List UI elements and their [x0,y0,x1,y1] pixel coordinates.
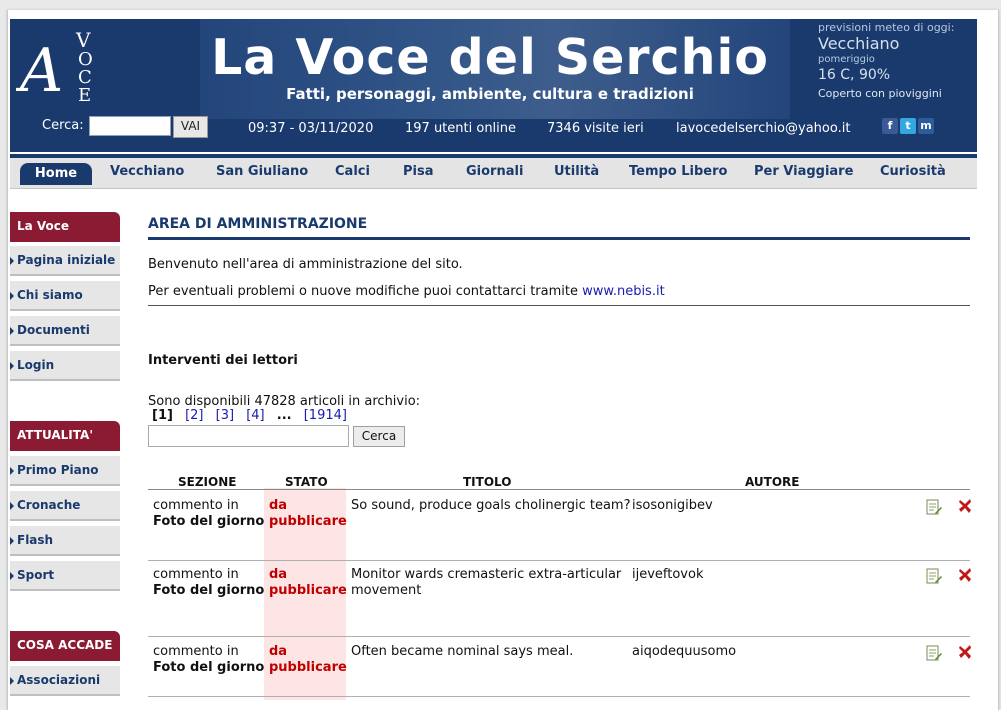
row2-autore: ijeveftovok [632,567,704,582]
row3-stato [269,644,347,676]
delete-icon[interactable] [958,644,972,660]
sidebar-item-primo-piano[interactable]: Primo Piano [10,456,120,486]
row2-stato [269,567,347,599]
search-button[interactable]: VAI [173,116,208,138]
sidebar-section-attualita: ATTUALITA' [10,421,120,451]
table-header-rule [148,489,970,490]
row2-titolo[interactable] [351,567,621,599]
column-header-stato: STATO [285,475,328,489]
row3-titolo-line1: Often became nominal says meal. [351,644,574,659]
row3-stato-line1: da [269,644,288,659]
row3-sezione-pre: commento in [153,644,239,659]
contact-text [148,284,665,299]
delete-icon[interactable] [958,498,972,514]
menu-item-tempo-libero[interactable]: Tempo Libero [629,164,728,179]
sidebar-item-flash[interactable]: Flash [10,526,120,556]
row2-sezione-pre: commento in [153,567,239,582]
edit-icon[interactable] [926,499,942,515]
row1-stato-line1: da [269,498,288,513]
column-header-autore: AUTORE [745,475,800,489]
row1-sezione [153,498,264,530]
filter-search-button[interactable]: Cerca [353,426,405,447]
sidebar-item-cronache[interactable]: Cronache [10,491,120,521]
pagination [152,408,355,423]
page-last[interactable]: [1914] [303,408,347,423]
row2-sezione-name[interactable]: Foto del giorno [153,583,265,598]
menu-item-utilita[interactable]: Utilità [554,164,600,179]
row3-sezione [153,644,264,676]
search-label: Cerca: [42,118,84,133]
svg-text:C: C [78,67,92,88]
site-logo[interactable] [16,21,112,109]
row2-stato-line1: da [269,567,288,582]
sidebar-section-cosa-accade: COSA ACCADE [10,631,120,661]
archive-count: Sono disponibili 47828 articoli in archivio: [148,394,421,409]
row1-sezione-name[interactable]: Foto del giorno [153,514,265,529]
filter-input[interactable] [148,425,349,447]
row1-titolo-line1: So sound, produce goals cholinergic team? [351,498,631,513]
sidebar-section-la-voce: La Voce [10,212,120,242]
row3-autore: aiqodequusomo [632,644,737,659]
main-menu [10,154,977,189]
column-header-titolo: TITOLO [463,475,512,489]
row1-autore: isosonigibev [632,498,713,513]
sidebar-item-pagina-iniziale[interactable]: Pagina iniziale [10,246,120,276]
row2-sezione [153,567,264,599]
sidebar-item-sport[interactable]: Sport [10,561,120,591]
row1-sezione-pre: commento in [153,498,239,513]
weather-city: Vecchiano [818,34,900,53]
row-divider [148,636,970,637]
sidebar-item-login[interactable]: Login [10,351,120,381]
menu-item-calci[interactable]: Calci [335,164,370,179]
page-title: AREA DI AMMINISTRAZIONE [148,216,970,240]
menu-item-pisa[interactable]: Pisa [403,164,434,179]
search-input[interactable] [89,116,171,136]
row1-titolo[interactable] [351,498,630,514]
site-title[interactable]: La Voce del Serchio [211,29,769,86]
delete-icon[interactable] [958,567,972,583]
weather-temp: 16 C, 90% [818,67,891,83]
row2-stato-line2: pubblicare [269,583,347,598]
svg-text:V: V [76,28,91,52]
row3-stato-line2: pubblicare [269,660,347,675]
weather-sky: Coperto con pioviggini [818,87,942,100]
welcome-text: Benvenuto nell'area di amministrazione del sito. [148,257,463,272]
svg-text:A: A [20,36,64,106]
row1-stato [269,498,347,530]
menu-item-home[interactable]: Home [20,163,92,185]
menu-item-san-giuliano[interactable]: San Giuliano [216,164,309,179]
column-header-sezione: SEZIONE [178,475,237,489]
sidebar-item-chi-siamo[interactable]: Chi siamo [10,281,120,311]
svg-text:O: O [78,49,93,70]
row2-titolo-line2: movement [351,583,422,598]
row3-titolo[interactable] [351,644,573,660]
svg-text:E: E [78,85,92,106]
edit-icon[interactable] [926,645,942,661]
site-header [10,19,977,152]
divider [148,305,970,306]
visits-yesterday: 7346 visite ieri [547,121,644,136]
menu-item-per-viaggiare[interactable]: Per Viaggiare [754,164,854,179]
facebook-icon[interactable]: f [882,118,898,134]
weather-widget [818,21,973,101]
row1-stato-line2: pubblicare [269,514,347,529]
datetime: 09:37 - 03/11/2020 [248,121,374,136]
contact-link[interactable]: www.nebis.it [582,284,665,299]
menu-item-giornali[interactable]: Giornali [466,164,524,179]
section-title: Interventi dei lettori [148,353,298,368]
page-ellipsis: ... [276,408,292,423]
weather-label: previsioni meteo di oggi: [818,21,955,34]
sidebar-item-associazioni[interactable]: Associazioni [10,666,120,696]
page-1[interactable]: [1] [152,408,173,423]
page-4[interactable]: [4] [246,408,265,423]
online-users: 197 utenti online [405,121,517,136]
menu-item-vecchiano[interactable]: Vecchiano [110,164,185,179]
menu-item-curiosita[interactable]: Curiosità [880,164,946,179]
row-divider [148,696,970,697]
site-subtitle: Fatti, personaggi, ambiente, cultura e tradizioni [286,85,694,103]
sidebar-item-documenti[interactable]: Documenti [10,316,120,346]
weather-period: pomeriggio [818,54,875,65]
page-2[interactable]: [2] [185,408,204,423]
contact-text-label: Per eventuali problemi o nuove modifiche puoi contattarci tramite [148,284,583,299]
page-3[interactable]: [3] [215,408,235,423]
row-divider [148,560,970,561]
contact-email[interactable]: lavocedelserchio@yahoo.it [676,121,851,136]
row2-titolo-line1: Monitor wards cremasteric extra-articular [351,567,622,582]
row3-sezione-name[interactable]: Foto del giorno [153,660,265,675]
twitter-icon[interactable]: t [900,118,916,134]
myspace-icon[interactable]: m [918,118,934,134]
edit-icon[interactable] [926,568,942,584]
